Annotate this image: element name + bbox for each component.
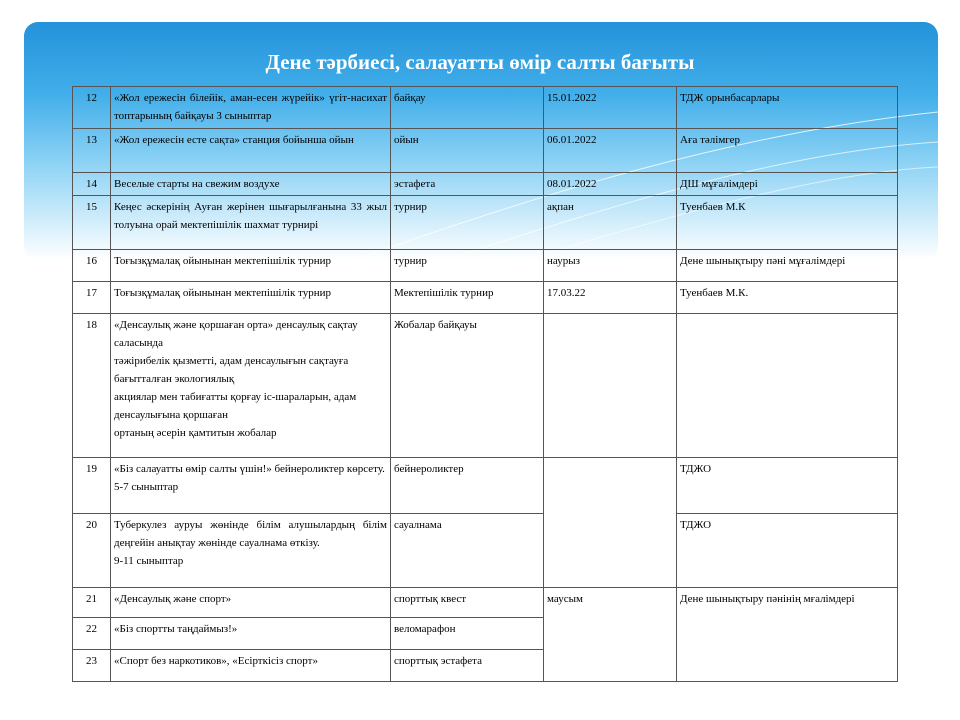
responsible: ТДЖО <box>677 458 898 514</box>
event-date <box>544 314 677 458</box>
event-date: 17.03.22 <box>544 282 677 314</box>
events-table <box>72 86 898 682</box>
event-name: «Біз спортты таңдаймыз!» <box>111 618 391 650</box>
event-form: бейнероликтер <box>391 458 544 514</box>
event-name: «Денсаулық және қоршаған орта» денсаулық сақтау саласында тәжірибелік қызметті, адам денсаулығын сақтауға бағытталған экологиялық акциялар мен табиғатты қорғау іс-шараларын, адам денсаулығына қоршаған ортаның әсерін қамтитын жобалар <box>111 314 391 458</box>
row-number: 20 <box>73 514 111 588</box>
event-name: «Спорт без наркотиков», «Есірткісіз спорт» <box>111 650 391 682</box>
event-form: ойын <box>391 129 544 173</box>
responsible <box>677 314 898 458</box>
table-row <box>73 87 898 129</box>
event-name: Кеңес әскерінің Ауған жерінен шығарылғанына 33 жыл толуына орай мектепішілік шахмат турнирі <box>111 196 391 250</box>
event-form: спорттық эстафета <box>391 650 544 682</box>
responsible: Аға тәлімгер <box>677 129 898 173</box>
row-number: 19 <box>73 458 111 514</box>
event-date: 15.01.2022 <box>544 87 677 129</box>
row-number: 22 <box>73 618 111 650</box>
event-date: 08.01.2022 <box>544 173 677 196</box>
event-name: Тоғызқұмалақ ойынынан мектепішілік турнир <box>111 282 391 314</box>
event-form: веломарафон <box>391 618 544 650</box>
event-form: сауалнама <box>391 514 544 588</box>
event-date: 06.01.2022 <box>544 129 677 173</box>
event-name: Веселые старты на свежим воздухе <box>111 173 391 196</box>
table-row <box>73 314 898 458</box>
event-form: турнир <box>391 250 544 282</box>
responsible: Дене шынықтыру пәні мұғалімдері <box>677 250 898 282</box>
event-form: турнир <box>391 196 544 250</box>
event-form: эстафета <box>391 173 544 196</box>
row-number: 15 <box>73 196 111 250</box>
row-number: 21 <box>73 588 111 618</box>
event-form: Мектепішілік турнир <box>391 282 544 314</box>
responsible: Туенбаев М.К <box>677 196 898 250</box>
table-row <box>73 514 898 588</box>
row-number: 23 <box>73 650 111 682</box>
page-title: Дене тәрбиесі, салауатты өмір салты бағыты <box>265 50 695 74</box>
event-date <box>544 458 677 588</box>
responsible: Туенбаев М.К. <box>677 282 898 314</box>
table-row <box>73 129 898 173</box>
event-name: «Біз салауатты өмір салты үшін!» бейнероликтер көрсету. 5-7 сыныптар <box>111 458 391 514</box>
event-name: «Жол ережесін білейік, аман-есен жүрейік» үгіт-насихат топтарының байқауы 3 сыныптар <box>111 87 391 129</box>
event-form: спорттық квест <box>391 588 544 618</box>
event-date: наурыз <box>544 250 677 282</box>
row-number: 18 <box>73 314 111 458</box>
responsible: ДШ мұғалімдері <box>677 173 898 196</box>
row-number: 14 <box>73 173 111 196</box>
table-row <box>73 250 898 282</box>
responsible: ТДЖ орынбасарлары <box>677 87 898 129</box>
responsible: ТДЖО <box>677 514 898 588</box>
row-number: 13 <box>73 129 111 173</box>
row-number: 16 <box>73 250 111 282</box>
event-name: Туберкулез ауруы жөнінде білім алушылардың білім деңгейін анықтау жөнінде сауалнама өткізу. 9-11 сыныптар <box>111 514 391 588</box>
row-number: 12 <box>73 87 111 129</box>
event-form: Жобалар байқауы <box>391 314 544 458</box>
row-number: 17 <box>73 282 111 314</box>
event-name: Тоғызқұмалақ ойынынан мектепішілік турнир <box>111 250 391 282</box>
table-row <box>73 196 898 250</box>
event-name: «Жол ережесін есте сақта» станция бойынша ойын <box>111 129 391 173</box>
table-row <box>73 588 898 618</box>
responsible: Дене шынықтыру пәнінің мғалімдері <box>677 588 898 682</box>
event-date: маусым <box>544 588 677 682</box>
table-row <box>73 458 898 514</box>
table-row <box>73 282 898 314</box>
event-form: байқау <box>391 87 544 129</box>
event-name: «Денсаулық және спорт» <box>111 588 391 618</box>
table-row <box>73 173 898 196</box>
event-date: ақпан <box>544 196 677 250</box>
